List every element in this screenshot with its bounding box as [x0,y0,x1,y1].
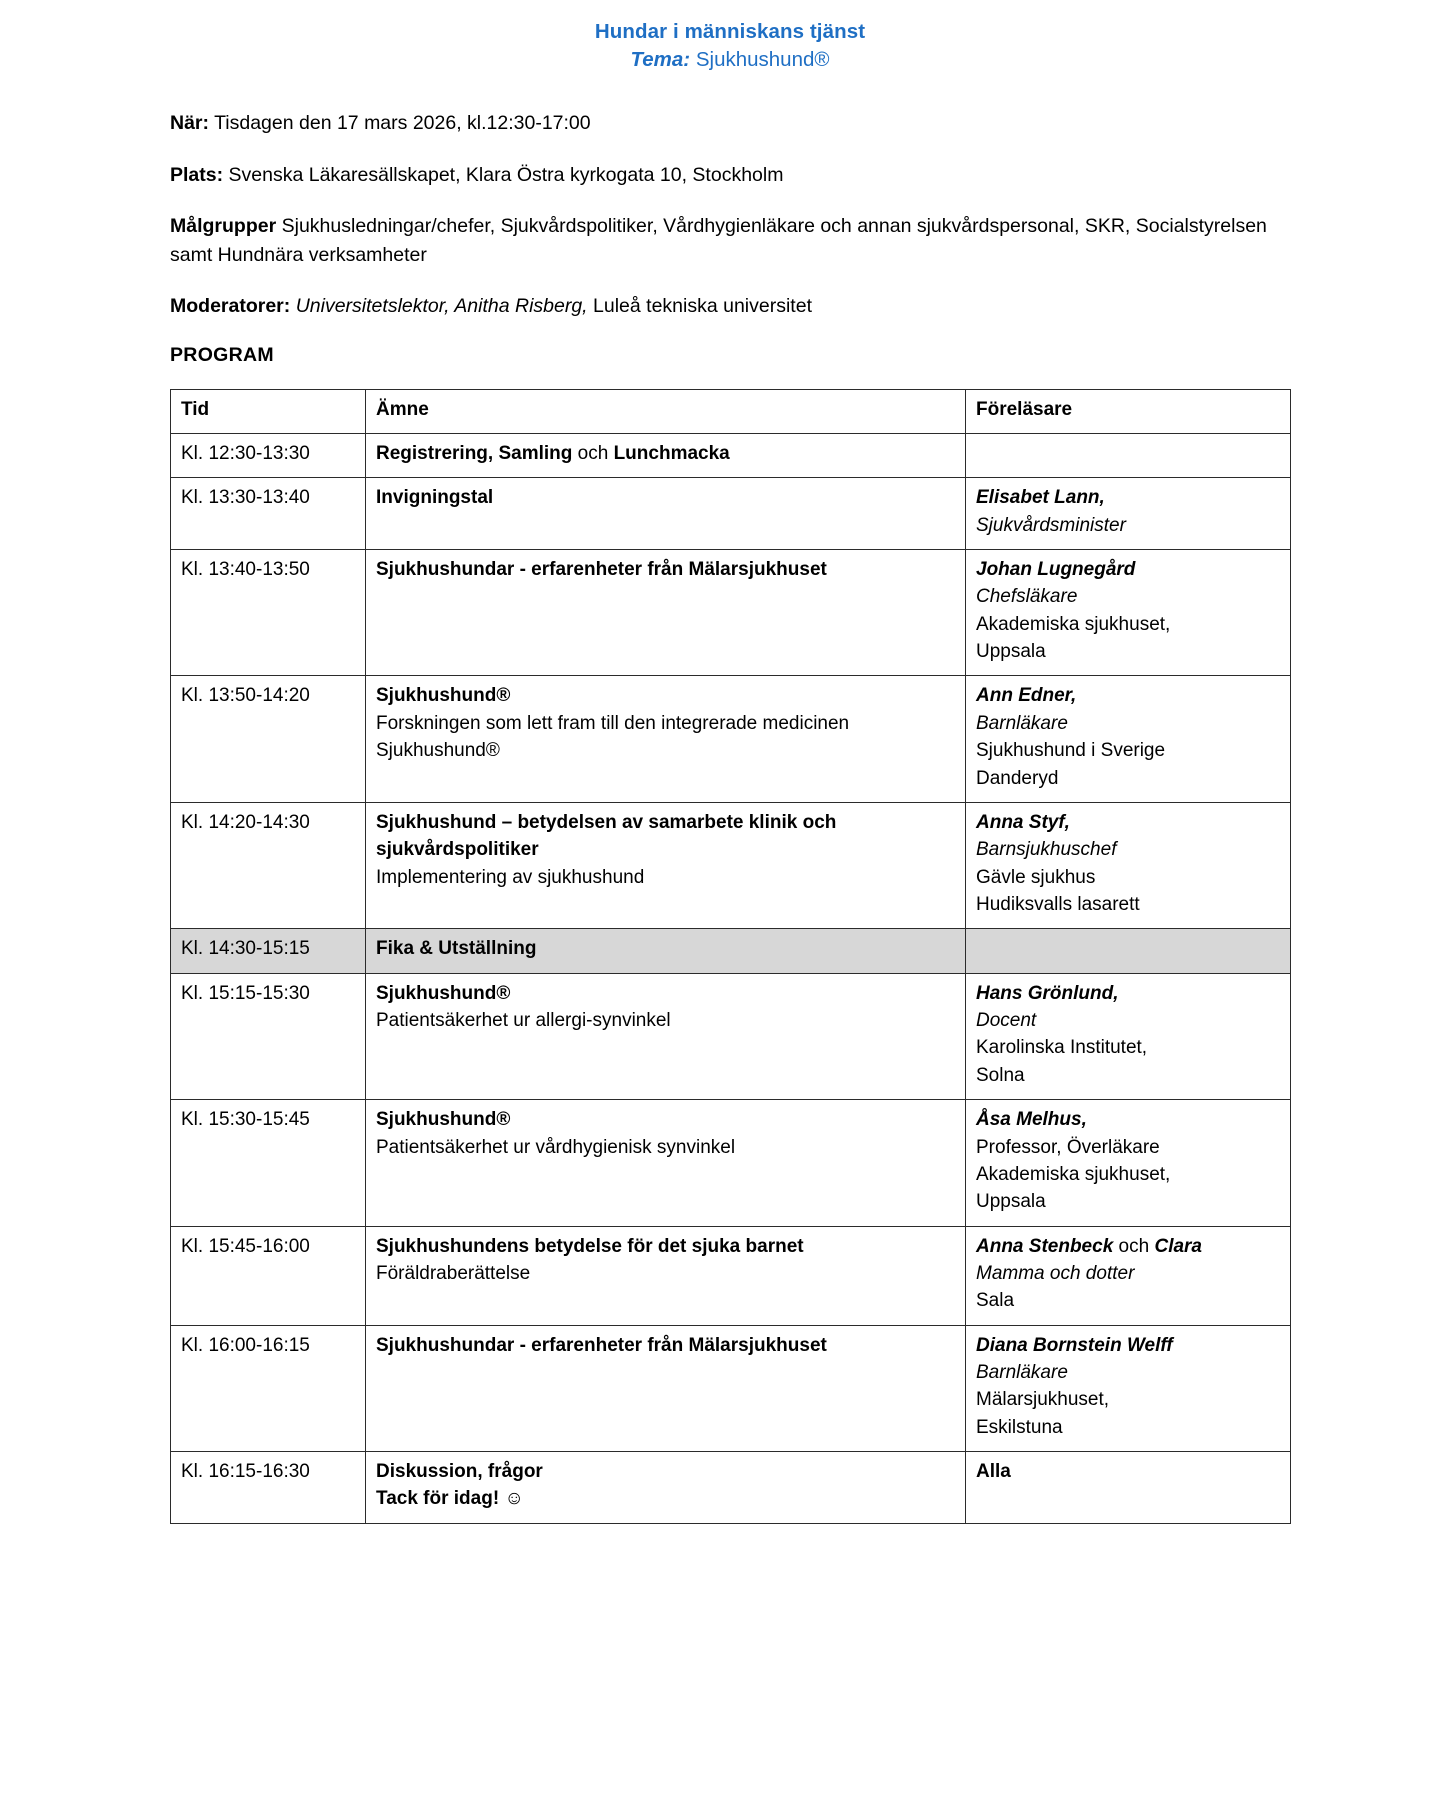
topic-title: Diskussion, frågor [376,1461,543,1483]
cell-topic [366,1325,966,1451]
cell-topic [366,1452,966,1524]
speaker-name: Åsa Melhus, [976,1109,1087,1131]
topic-title: Invigningstal [376,487,494,509]
speaker-role: Docent [976,1010,1037,1032]
cell-topic [366,973,966,1099]
speaker-role: Mamma och dotter [976,1262,1135,1284]
table-row [171,1100,1291,1226]
cell-topic [366,802,966,928]
speaker-org-line-2: Eskilstuna [976,1416,1063,1438]
cell-topic [366,478,966,550]
speaker-org-line-1: Akademiska sjukhuset, [976,1163,1171,1185]
topic-subtitle: Patientsäkerhet ur vårdhygienisk synvinkel [376,1136,736,1158]
table-row [171,433,1291,477]
meta-moderators [170,292,1290,321]
topic-subtitle: Patientsäkerhet ur allergi-synvinkel [376,1010,671,1032]
speaker-org-line-1: Sjukhushund i Sverige [976,740,1166,762]
speaker-name: Diana Bornstein Welff [976,1334,1173,1356]
speaker-name: Johan Lugnegård [976,559,1136,581]
topic-title: Sjukhushundens betydelse för det sjuka barnet [376,1235,804,1257]
speaker-name: Anna Stenbeck [976,1235,1114,1257]
cell-speaker [966,929,1291,973]
column-header-speaker: Föreläsare [966,389,1291,433]
meta-target-groups [170,212,1290,271]
moderator-org: Luleå tekniska universitet [593,295,812,318]
speaker-role: Sjukvårdsminister [976,514,1126,536]
speaker-name: Alla [976,1461,1011,1483]
subtitle-value: Sjukhushund® [695,47,830,71]
cell-speaker [966,802,1291,928]
cell-topic [366,433,966,477]
cell-time: Kl. 13:30-13:40 [171,478,366,550]
target-label: Målgrupper [170,214,277,237]
cell-time: Kl. 16:15-16:30 [171,1452,366,1524]
cell-speaker [966,550,1291,676]
speaker-role: Barnsjukhuschef [976,839,1117,861]
topic-connector: och [572,442,614,464]
topic-title: Sjukhushundar - erfarenheter från Mälarsjukhuset [376,1334,827,1356]
speaker-role: Barnläkare [976,712,1068,734]
topic-title: Sjukhushund – betydelsen av samarbete klinik och sjukvårdspolitiker [376,811,837,861]
place-label: Plats: [170,163,224,186]
program-table [170,389,1291,1524]
table-row [171,802,1291,928]
column-header-topic: Ämne [366,389,966,433]
speaker-name: Anna Styf, [976,811,1070,833]
cell-speaker [966,676,1291,802]
cell-time: Kl. 15:30-15:45 [171,1100,366,1226]
topic-subtitle: Föräldraberättelse [376,1262,531,1284]
when-label: När: [170,112,210,135]
cell-time: Kl. 13:40-13:50 [171,550,366,676]
cell-time: Kl. 12:30-13:30 [171,433,366,477]
cell-time: Kl. 13:50-14:20 [171,676,366,802]
topic-title: Fika & Utställning [376,938,537,960]
topic-title: Sjukhushund® [376,982,511,1004]
cell-speaker [966,1226,1291,1325]
target-value: Sjukhusledningar/chefer, Sjukvårdspolitiker, Vårdhygienläkare och annan sjukvårdspersonal, SKR, Socialstyrelsen samt Hundnära verksamheter [170,214,1267,267]
speaker-role: Barnläkare [976,1362,1068,1384]
speaker-org-line-2: Uppsala [976,641,1046,663]
topic-title: Sjukhushund® [376,685,511,707]
moderator-name: Universitetslektor, Anitha Risberg, [295,295,588,318]
speaker-org-line-2: Danderyd [976,767,1059,789]
speaker-role: Chefsläkare [976,586,1078,608]
meta-place [170,161,1290,190]
when-value: Tisdagen den 17 mars 2026, kl.12:30-17:00 [214,112,591,135]
speaker-name-2: Clara [1154,1235,1202,1257]
speaker-name-line [976,1233,1282,1260]
moderator-label: Moderatorer: [170,295,291,318]
table-row [171,1452,1291,1524]
table-body [171,433,1291,1523]
topic-closing-note: Tack för idag! ☺ [376,1488,524,1510]
topic-title: Sjukhushundar - erfarenheter från Mälarsjukhuset [376,559,827,581]
topic-title-2: Lunchmacka [613,442,730,464]
topic-subtitle: Implementering av sjukhushund [376,866,645,888]
cell-topic [366,550,966,676]
cell-topic [366,929,966,973]
table-row [171,1325,1291,1451]
table-row [171,550,1291,676]
cell-time: Kl. 14:30-15:15 [171,929,366,973]
speaker-org-line-1: Gävle sjukhus [976,866,1096,888]
cell-speaker [966,433,1291,477]
cell-speaker [966,973,1291,1099]
topic-title: Sjukhushund® [376,1109,511,1131]
document-title: Hundar i människans tjänst [594,20,866,43]
cell-topic [366,1100,966,1226]
speaker-org-line-2: Uppsala [976,1191,1046,1213]
speaker-org-line-1: Karolinska Institutet, [976,1037,1148,1059]
speaker-name: Ann Edner, [976,685,1077,707]
speaker-org-line-1: Mälarsjukhuset, [976,1389,1110,1411]
cell-speaker [966,1100,1291,1226]
place-value: Svenska Läkaresällskapet, Klara Östra kyrkogata 10, Stockholm [228,163,784,186]
speaker-org-line-2: Hudiksvalls lasarett [976,893,1140,915]
cell-time: Kl. 16:00-16:15 [171,1325,366,1451]
speaker-org-line-1: Sala [976,1290,1015,1312]
topic-subtitle: Forskningen som lett fram till den integrerade medicinen Sjukhushund® [376,712,850,762]
column-header-time: Tid [171,389,366,433]
cell-time: Kl. 14:20-14:30 [171,802,366,928]
cell-speaker [966,1452,1291,1524]
cell-time: Kl. 15:15-15:30 [171,973,366,1099]
cell-topic [366,676,966,802]
cell-speaker [966,478,1291,550]
speaker-role: Professor, Överläkare [976,1136,1160,1158]
program-heading: PROGRAM [170,343,274,366]
speaker-name: Elisabet Lann, [976,487,1105,509]
table-header [171,389,1291,433]
table-row [171,478,1291,550]
cell-speaker [966,1325,1291,1451]
subtitle-label: Tema: [630,47,691,71]
speaker-org-line-2: Solna [976,1064,1025,1086]
speaker-org-line-1: Akademiska sjukhuset, [976,613,1171,635]
table-row [171,1226,1291,1325]
table-row [171,973,1291,1099]
cell-topic [366,1226,966,1325]
table-header-row [171,389,1291,433]
event-metadata [170,109,1290,321]
table-row [171,676,1291,802]
speaker-name: Hans Grönlund, [976,982,1119,1004]
topic-title: Registrering, Samling [376,442,573,464]
speaker-name-connector: och [1113,1235,1155,1257]
document-header [170,18,1290,73]
table-row [171,929,1291,973]
meta-when [170,109,1290,138]
document-subtitle [170,46,1290,74]
cell-time: Kl. 15:45-16:00 [171,1226,366,1325]
